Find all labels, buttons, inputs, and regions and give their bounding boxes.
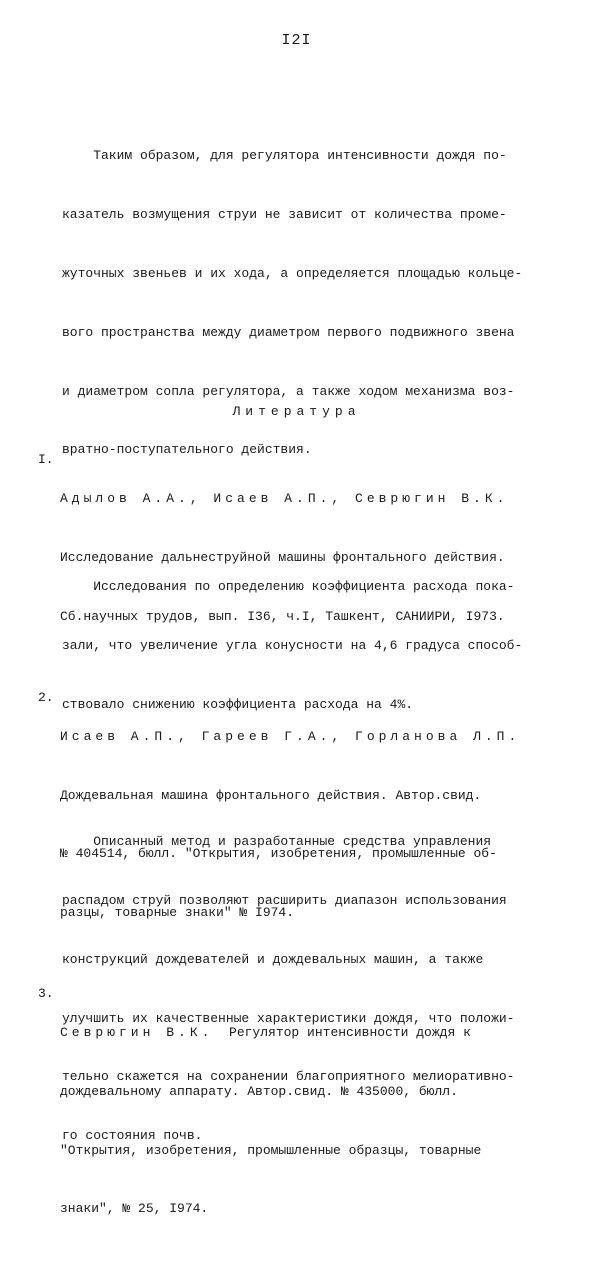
reference-item (38, 688, 558, 962)
reference-authors: Исаев А.П., Гареев Г.А., Горланова Л.П. (60, 728, 521, 744)
text-line: тельно скажется на сохранении благоприятного мелиоративно- (62, 1069, 515, 1085)
reference-line: Дождевальная машина фронтального действия. Автор.свид. (60, 787, 482, 803)
reference-line: Исследование дальнеструйной машины фронтального действия. (60, 549, 505, 565)
reference-line: знаки", № 25, I974. (60, 1201, 209, 1217)
text-line: вратно-поступательного действия. (62, 442, 312, 458)
text-line: Описанный метод и разработанные средства управления (62, 834, 492, 850)
text-line: Таким образом, для регулятора интенсивности дождя по- (62, 148, 507, 164)
reference-line: Сб.научных трудов, вып. I36, ч.I, Ташкент, САНИИРИ, I973. (60, 608, 505, 624)
text-line: конструкций дождевателей и дождевальных машин, а также (62, 951, 484, 967)
reference-number: I. (38, 452, 54, 467)
references-list (38, 450, 558, 1280)
reference-line: № 404514, бюлл. "Открытия, изобретения, промышленные об- (60, 846, 497, 862)
reference-item (38, 450, 558, 666)
reference-first-line (60, 1023, 481, 1043)
reference-body (60, 984, 481, 1258)
text-line: казатель возмущения струи не зависит от количества проме- (62, 207, 507, 223)
reference-authors: Адылов А.А., Исаев А.П., Севрюгин В.К. (60, 491, 509, 507)
text-line: жуточных звеньев и их хода, а определяется площадью кольце- (62, 265, 523, 281)
reference-line: дождевальному аппарату. Автор.свид. № 435000, бюлл. (60, 1083, 458, 1099)
text-line: вого пространства между диаметром первого подвижного звена (62, 324, 515, 340)
reference-title-start: Регулятор интенсивности дождя к (213, 1025, 471, 1041)
page-number: I2I (281, 32, 312, 49)
text-line: ствовало снижению коэффициента расхода на 4%. (62, 697, 414, 712)
reference-body (60, 450, 508, 666)
text-line: улучшить их качественные характеристики дождя, что положи- (62, 1010, 515, 1026)
reference-line: "Открытия, изобретения, промышленные образцы, товарные (60, 1142, 482, 1158)
reference-number: 2. (38, 689, 54, 705)
reference-authors: Севрюгин В.К. (60, 1025, 214, 1041)
reference-body (60, 688, 520, 962)
reference-line: разцы, товарные знаки" № I974. (60, 905, 295, 921)
text-line: и диаметром сопла регулятора, а также ходом механизма воз- (62, 383, 515, 399)
references-heading: Литература (232, 404, 361, 419)
text-line: распадом струй позволяют расширить диапазон использования (62, 892, 507, 908)
text-line: Исследования по определению коэффициента расхода пока- (62, 579, 515, 595)
text-line: зали, что увеличение угла конусности на 4,6 градуса способ- (62, 638, 523, 654)
reference-item (38, 984, 558, 1258)
text-line: го состояния почв. (62, 1128, 203, 1144)
reference-number: 3. (38, 985, 54, 1001)
paragraph-1 (62, 107, 542, 499)
